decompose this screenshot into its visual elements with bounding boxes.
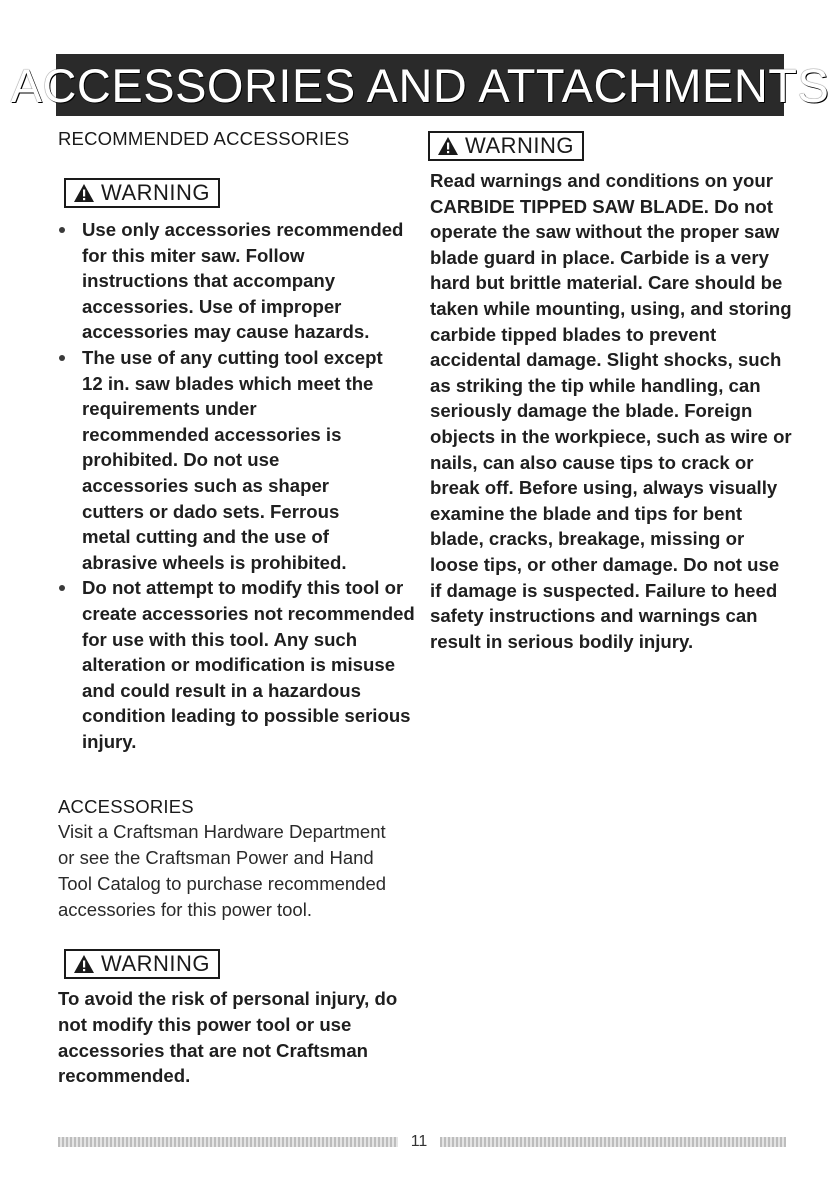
warning-triangle-icon <box>73 183 95 203</box>
warning-triangle-icon <box>73 954 95 974</box>
warning-bullet-list <box>58 217 420 754</box>
warning-badge <box>64 949 220 979</box>
footer-rule-left <box>58 1137 398 1147</box>
bullet-dot <box>59 585 65 591</box>
warning-badge <box>428 131 584 161</box>
warning-label: WARNING <box>101 951 211 977</box>
list-item <box>58 575 426 754</box>
bullet-text: Use only accessories recommended for this miter saw. Follow instructions that accompany accessories. Use of improper accessories may cause hazards. <box>82 219 404 343</box>
page-title: ACCESSORIES AND ATTACHMENTS <box>10 58 830 112</box>
warning-label: WARNING <box>465 133 575 158</box>
bullet-text: Do not attempt to modify this tool or create accessories not recommended for use with this tool. Any such alteration or modification is misuse and could result in a hazardous condition leading to possible serious injury. <box>82 577 415 752</box>
carbide-blade-warning-text: Read warnings and conditions on your CARBIDE TIPPED SAW BLADE. Do not operate the saw without the proper saw blade guard in place. Carbide is a very hard but brittle material. Care should be taken while mounting, using, and storing carbide tipped blades to prevent accidental damage. Slight shocks, such as striking the tip while handling, can seriously damage the blade. Foreign objects in the workpiece, such as wire or nails, can also cause tips to crack or break off. Before using, always visually examine the blade and tips for bent blade, cracks, breakage, missing or loose tips, or other damage. Do not use if damage is suspected. Failure to heed safety instructions and warnings can result in serious bodily injury. <box>430 170 792 652</box>
bullet-dot <box>59 227 65 233</box>
bullet-text: The use of any cutting tool except 12 in. saw blades which meet the requirements under recommended accessories is prohibited. Do not use accessories such as shaper cutters or dado sets. Ferrous metal cutting and the use of abrasive wheels is prohibited. <box>82 346 383 573</box>
right-column <box>430 131 792 654</box>
warning-badge <box>64 178 220 208</box>
recommended-accessories-heading: RECOMMENDED ACCESSORIES <box>58 128 350 149</box>
list-item <box>58 217 412 345</box>
warning-label: WARNING <box>101 180 211 205</box>
warning-triangle-icon <box>437 136 459 156</box>
bottom-warning-text: To avoid the risk of personal injury, do not modify this power tool or use accessories that are not Craftsman recommended. <box>58 988 398 1087</box>
accessories-heading: ACCESSORIES <box>58 796 194 818</box>
page-title-bar <box>10 54 830 116</box>
list-item <box>58 345 387 575</box>
page-number: 11 <box>410 1133 428 1150</box>
bullet-dot <box>59 355 65 361</box>
footer-rule-right <box>440 1137 786 1147</box>
accessories-text: Visit a Craftsman Hardware Department or see the Craftsman Power and Hand Tool Catalog to purchase recommended accessories for this power tool. <box>58 821 387 921</box>
left-column <box>58 128 420 1089</box>
